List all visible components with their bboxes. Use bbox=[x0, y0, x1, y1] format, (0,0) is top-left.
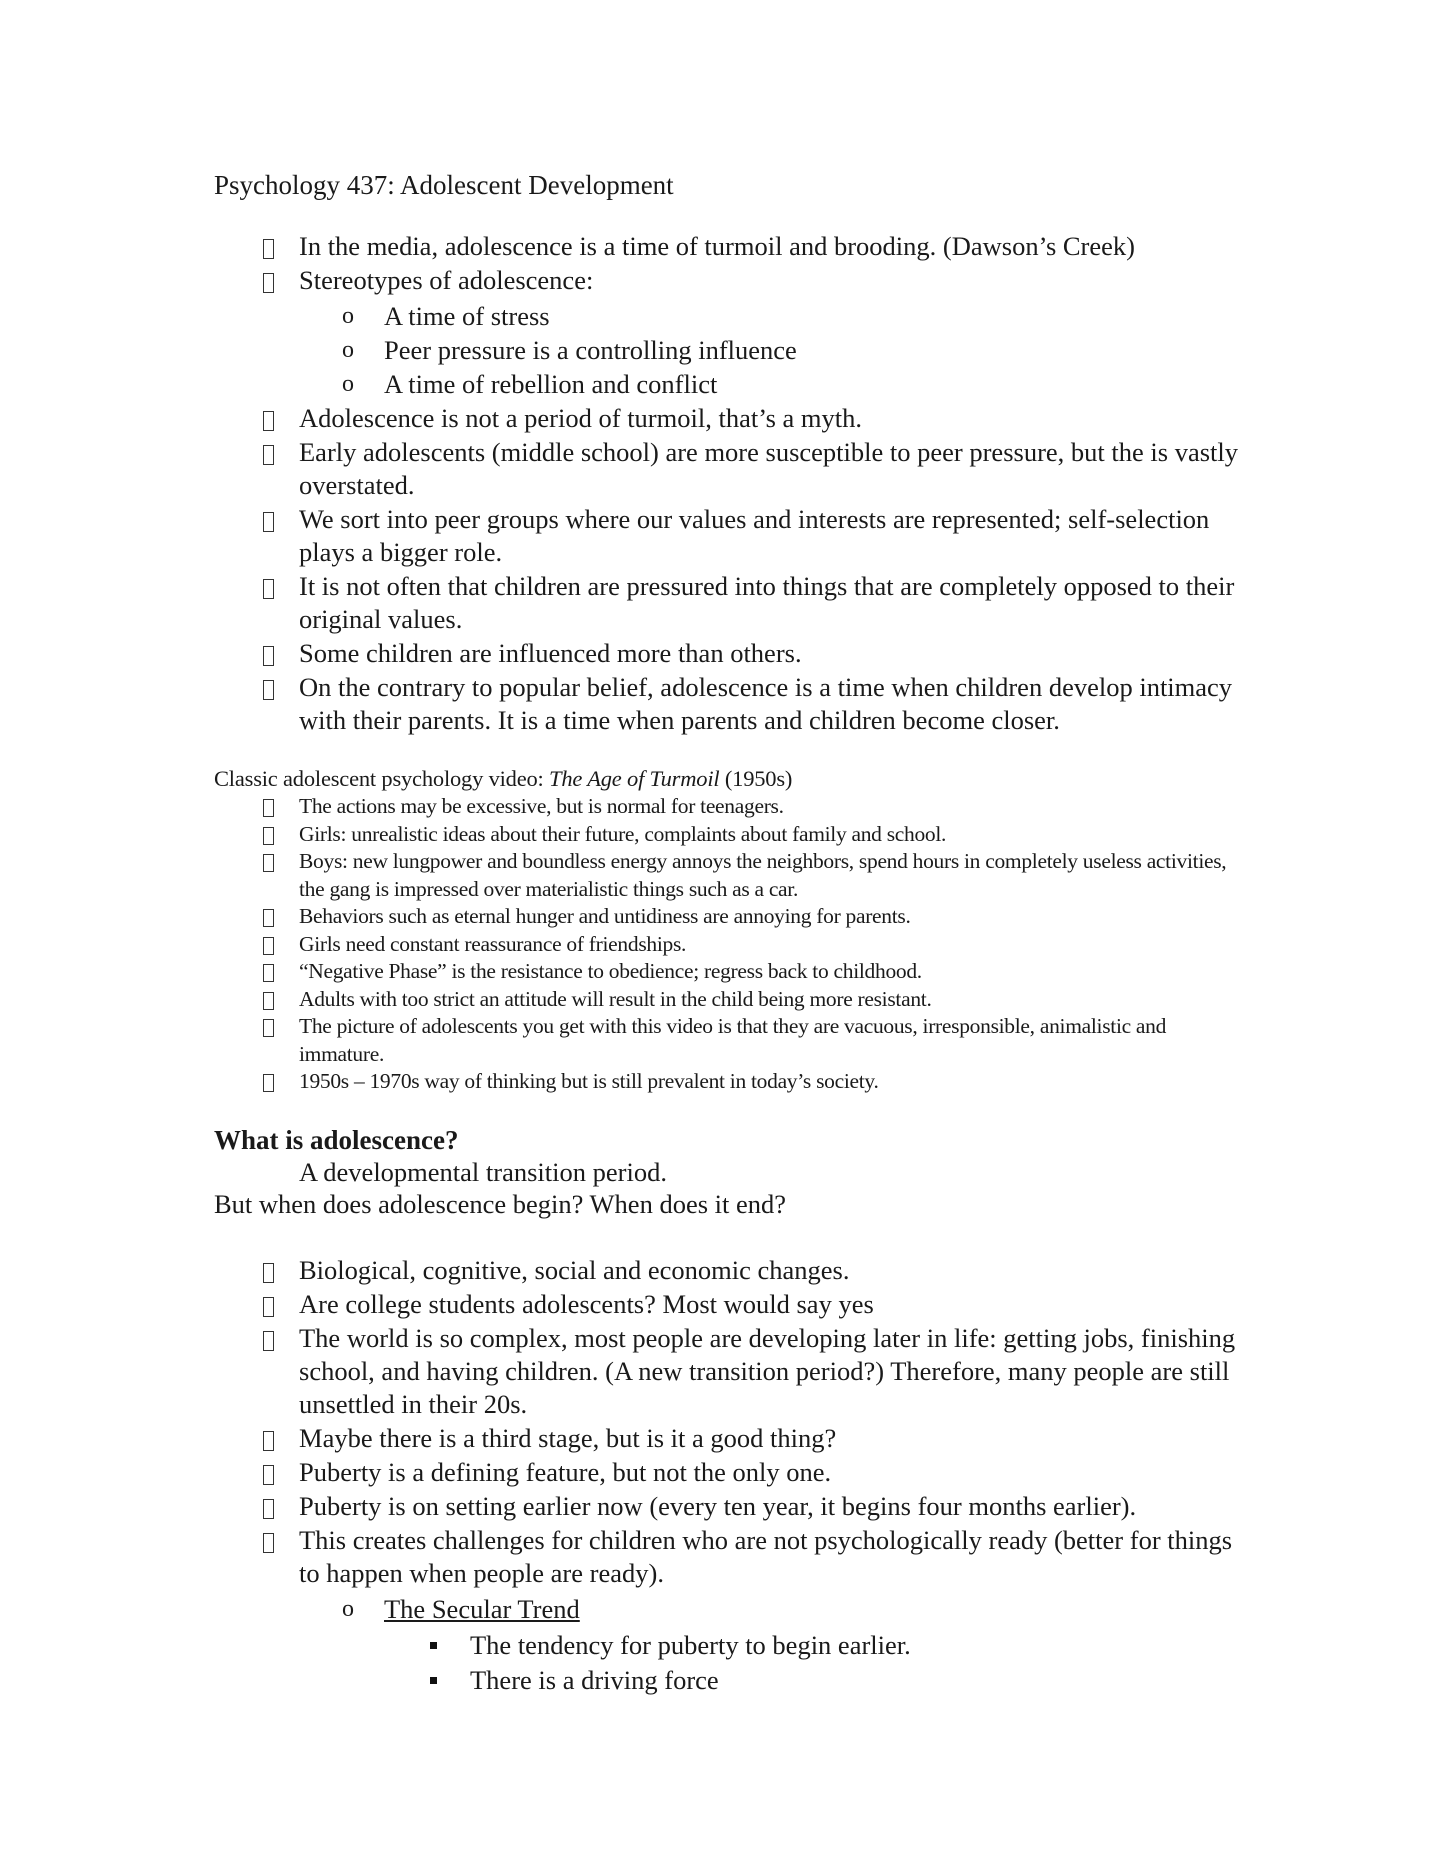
section2-list bbox=[299, 793, 1244, 1096]
list-item: On the contrary to popular belief, adolescence is a time when children develop intimacy with their parents. It is a time when parents and children become closer. bbox=[299, 671, 1244, 737]
square-bullet-icon bbox=[263, 854, 274, 872]
square-bullet-icon bbox=[263, 1431, 274, 1451]
list-item: Early adolescents (middle school) are more susceptible to peer pressure, but the is vastly overstated. bbox=[299, 436, 1244, 502]
list-item: This creates challenges for children who are not psychologically ready (better for things to happen when people are ready). o The Secular Trend The tendency for puberty to begin earlier. There is a driving force bbox=[299, 1524, 1244, 1698]
square-bullet-icon bbox=[263, 964, 274, 982]
list-item: Adults with too strict an attitude will result in the child being more resistant. bbox=[299, 986, 1244, 1014]
list-item: Stereotypes of adolescence: o A time of stress o Peer pressure is a controlling influence o A time of rebellion and conflict bbox=[299, 264, 1244, 401]
circle-bullet-icon: o bbox=[342, 371, 354, 397]
stereotypes-sublist bbox=[342, 299, 1244, 401]
square-bullet-icon bbox=[263, 1331, 274, 1351]
list-item: 1950s – 1970s way of thinking but is still prevalent in today’s society. bbox=[299, 1068, 1244, 1096]
question-text: But when does adolescence begin? When does it end? bbox=[214, 1188, 787, 1219]
secular-trend-sublist bbox=[342, 1592, 1244, 1698]
section3-list bbox=[299, 1254, 1244, 1698]
square-bullet-icon bbox=[263, 909, 274, 927]
list-item: Biological, cognitive, social and economic changes. bbox=[299, 1254, 1244, 1287]
square-bullet-icon bbox=[263, 445, 274, 465]
sub-list-item: o Peer pressure is a controlling influence bbox=[342, 335, 797, 365]
document-title: Psychology 437: Adolescent Development bbox=[214, 170, 674, 200]
list-item: Boys: new lungpower and boundless energy annoys the neighbors, spend hours in completely useless activities, the gang is impressed over materialistic things such as a car. bbox=[299, 848, 1244, 903]
list-item: It is not often that children are pressured into things that are completely opposed to their original values. bbox=[299, 570, 1244, 636]
list-item: Some children are influenced more than others. bbox=[299, 637, 1244, 670]
square-bullet-icon bbox=[263, 579, 274, 599]
section1-list bbox=[299, 230, 1244, 737]
square-bullet-icon bbox=[263, 1263, 274, 1283]
secular-trend-label: The Secular Trend bbox=[384, 1593, 580, 1624]
list-item: We sort into peer groups where our values and interests are represented; self-selection plays a bigger role. bbox=[299, 503, 1244, 569]
video-heading: Classic adolescent psychology video: The Age of Turmoil (1950s) bbox=[214, 766, 793, 791]
square-bullet-icon bbox=[263, 680, 274, 700]
square-bullet-icon bbox=[263, 1465, 274, 1485]
list-item: Are college students adolescents? Most would say yes bbox=[299, 1288, 1244, 1321]
list-item: “Negative Phase” is the resistance to obedience; regress back to childhood. bbox=[299, 958, 1244, 986]
list-item: The actions may be excessive, but is normal for teenagers. bbox=[299, 793, 1244, 821]
sub-sub-list-item: The tendency for puberty to begin earlier. bbox=[470, 1628, 1244, 1663]
sub-list-item bbox=[342, 1592, 1244, 1698]
filled-square-bullet-icon bbox=[430, 1677, 437, 1684]
list-item: The world is so complex, most people are developing later in life: getting jobs, finishing school, and having children. (A new transition period?) Therefore, many people are still unsettled in their 20s. bbox=[299, 1322, 1244, 1421]
square-bullet-icon bbox=[263, 239, 274, 259]
list-item: The picture of adolescents you get with this video is that they are vacuous, irresponsible, animalistic and immature. bbox=[299, 1013, 1244, 1068]
list-item: Puberty is on setting earlier now (every ten year, it begins four months earlier). bbox=[299, 1490, 1244, 1523]
filled-square-bullet-icon bbox=[430, 1642, 437, 1649]
list-item: In the media, adolescence is a time of turmoil and brooding. (Dawson’s Creek) bbox=[299, 230, 1244, 263]
list-item: Girls need constant reassurance of friendships. bbox=[299, 931, 1244, 959]
sub-sub-list-item: There is a driving force bbox=[470, 1663, 1244, 1698]
square-bullet-icon bbox=[263, 1074, 274, 1092]
square-bullet-icon bbox=[263, 992, 274, 1010]
square-bullet-icon bbox=[263, 646, 274, 666]
list-item: Girls: unrealistic ideas about their future, complaints about family and school. bbox=[299, 821, 1244, 849]
square-bullet-icon bbox=[263, 1297, 274, 1317]
circle-bullet-icon: o bbox=[342, 337, 354, 363]
list-item: Adolescence is not a period of turmoil, that’s a myth. bbox=[299, 402, 1244, 435]
square-bullet-icon bbox=[263, 512, 274, 532]
square-bullet-icon bbox=[263, 827, 274, 845]
list-item: Puberty is a defining feature, but not the only one. bbox=[299, 1456, 1244, 1489]
square-bullet-icon bbox=[263, 273, 274, 293]
sub-list-item: o A time of rebellion and conflict bbox=[342, 369, 718, 399]
list-item: Maybe there is a third stage, but is it a good thing? bbox=[299, 1422, 1244, 1455]
circle-bullet-icon: o bbox=[342, 303, 354, 329]
square-bullet-icon bbox=[263, 1019, 274, 1037]
square-bullet-icon bbox=[263, 937, 274, 955]
document-page bbox=[214, 168, 1244, 1699]
secular-trend-items bbox=[470, 1628, 1244, 1698]
sub-list-item: o A time of stress bbox=[342, 301, 550, 331]
square-bullet-icon bbox=[263, 1499, 274, 1519]
square-bullet-icon bbox=[263, 1533, 274, 1553]
square-bullet-icon bbox=[263, 411, 274, 431]
list-item: Behaviors such as eternal hunger and untidiness are annoying for parents. bbox=[299, 903, 1244, 931]
section-heading: What is adolescence? bbox=[214, 1124, 459, 1155]
circle-bullet-icon: o bbox=[342, 1595, 354, 1622]
square-bullet-icon bbox=[263, 799, 274, 817]
definition-text: A developmental transition period. bbox=[299, 1156, 667, 1187]
